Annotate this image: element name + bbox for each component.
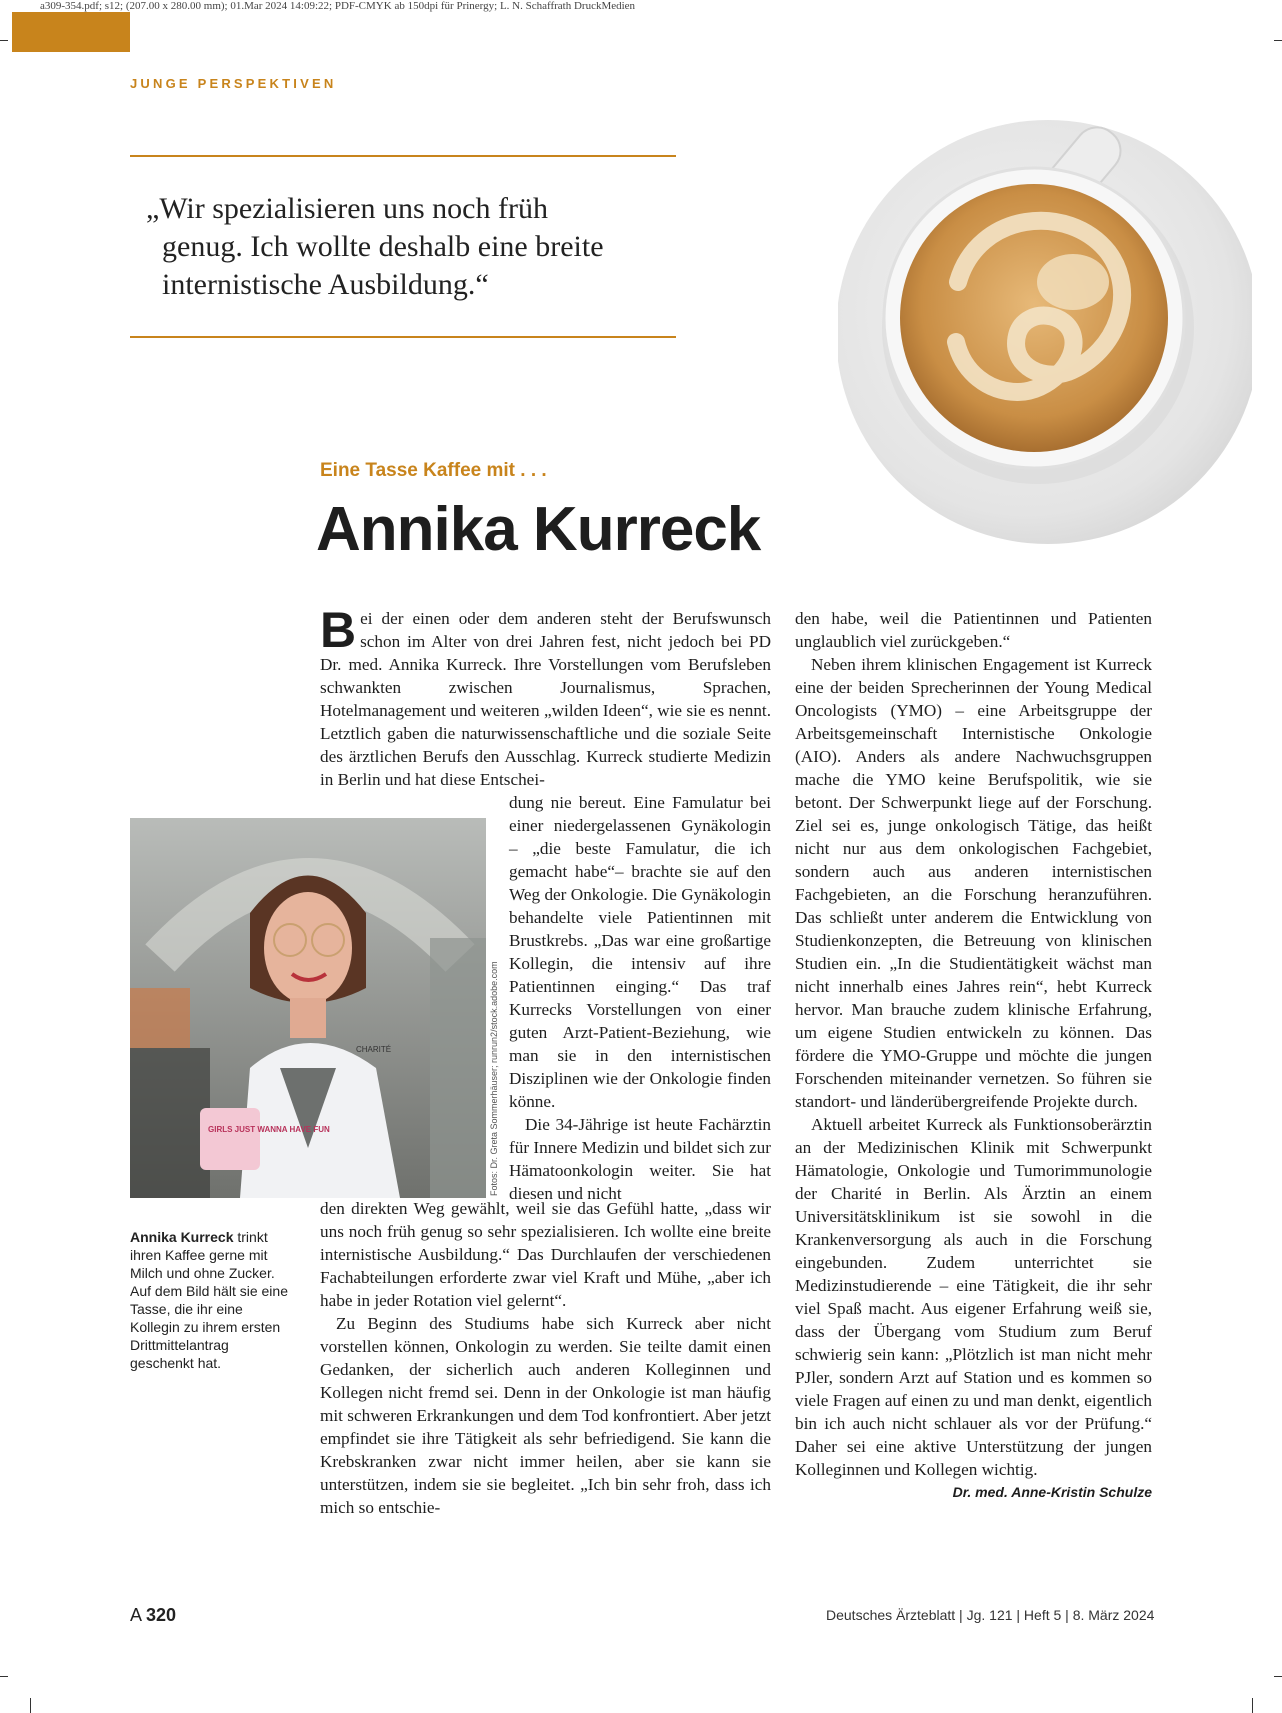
page-number: 320 bbox=[146, 1605, 177, 1625]
paragraph: Neben ihrem klinischen Engagement ist Kurreck eine der beiden Sprecherinnen der Young Medical Oncologists (YMO) – eine Arbeitsgruppe der Arbeitsgemeinschaft Internistische Onkologie (AIO). Anders als andere Nachwuchsgruppen mache die YMO keine Berufspolitik, wie sie betont. Der Schwerpunkt liege auf der Forschung. Ziel sei es, junge onkologisch Tätige, das heißt nicht nur aus dem onkologischen Fachgebiet, sondern auch aus anderen internistischen Fachgebieten, an die Forschung heranzuführen. Das schließt unter anderem die Entwicklung von Studienkonzepten, die Betreuung von klinischen Studien ein. „In die Studientätigkeit wächst man nicht innerhalb eines Jahres rein“, hebt Kurreck hervor. Man brauche zudem klinische Erfahrung, um eigene Studien entwickeln zu können. Das fördere die YMO-Gruppe und möchte die jungen Forschenden miteinander vernetzen. So führen sie standort- und länderübergreifende Projekte durch. bbox=[795, 655, 1152, 1111]
pull-quote-line: genug. Ich wollte deshalb eine breite bbox=[162, 230, 604, 263]
headline: Annika Kurreck bbox=[316, 495, 761, 564]
crop-mark bbox=[1252, 1698, 1253, 1713]
article-body-col2 bbox=[795, 607, 1152, 1504]
crop-mark bbox=[0, 1676, 8, 1677]
paragraph: ei der einen oder dem anderen steht der Berufswunsch schon im Alter von drei Jahren fest, nicht jedoch bei PD Dr. med. Annika Kurreck. Ihre Vorstellungen vom Berufsleben schwankten zwischen Journalismus, Sprachen, Hotelmanagement und weiteren „wilden Ideen“, wie sie es nennt. Letztlich gaben die naturwissenschaftliche und die soziale Seite des ärztlichen Berufs den Ausschlag. Kurreck studierte Medizin in Berlin und hat diese Entschei- bbox=[320, 609, 771, 789]
portrait-photo bbox=[130, 818, 486, 1198]
paragraph: den habe, weil die Patientinnen und Patienten unglaublich viel zurückgeben.“ bbox=[795, 609, 1152, 651]
coat-logo: CHARITÉ bbox=[356, 1045, 392, 1054]
article-body-col1-top bbox=[320, 602, 771, 791]
paragraph bbox=[795, 1113, 1152, 1500]
author-byline: Dr. med. Anne-Kristin Schulze bbox=[952, 1484, 1152, 1500]
photo-caption bbox=[130, 1228, 292, 1372]
pull-quote-line: internistische Ausbildung.“ bbox=[162, 268, 489, 301]
paragraph: Die 34-Jährige ist heute Fachärztin für Innere Medizin und bildet sich zur Hämatoonkologin weiter. Sie hat diesen und nicht bbox=[509, 1115, 771, 1203]
crop-mark bbox=[1274, 1676, 1282, 1677]
pull-quote-line: „Wir spezialisieren uns noch früh bbox=[146, 192, 548, 225]
paragraph: Zu Beginn des Studiums habe sich Kurreck aber nicht vorstellen können, Onkologin zu werden. Sie teilte damit einen Gedanken, der sicherlich auch anderen Kolleginnen und Kollegen nicht fremd sei. Denn in der Onkologie ist man häufig mit schweren Erkrankungen und dem Tod konfrontiert. Aber jetzt empfindet sie ihre Tätigkeit als sehr befriedigend. Sie kann die Krebskranken zwar nicht immer heilen, aber sie kann sie unterstützen, indem sie sie begleitet. „Ich bin sehr froh, dass ich mich so entschie- bbox=[320, 1314, 771, 1517]
paragraph: den direkten Weg gewählt, weil sie das Gefühl hatte, „dass wir uns noch früh genug so sehr spezialisieren. Ich wollte eine breite internistische Ausbildung.“ Das Durchlaufen der verschiedenen Fachabteilungen erforderte zwar viel Kraft und Mühe, „aber ich habe in jeder Rotation viel gelernt“. bbox=[320, 1199, 771, 1310]
print-info-line: a309-354.pdf; s12; (207.00 x 280.00 mm); 01.Mar 2024 14:09:22; PDF-CMYK ab 150dpi für Prinergy; L. N. Schaffrath DruckMedien bbox=[40, 0, 636, 12]
crop-mark bbox=[1274, 40, 1282, 41]
page-folio bbox=[130, 1605, 176, 1626]
section-color-tab bbox=[12, 12, 130, 52]
photo-credit: Fotos: Dr. Greta Sommerhäuser; runrun2/stock.adobe.com bbox=[489, 961, 499, 1196]
publication-info: Deutsches Ärzteblatt | Jg. 121 | Heft 5 | 8. März 2024 bbox=[826, 1607, 1155, 1623]
paragraph-text: Aktuell arbeitet Kurreck als Funktionsoberärztin an der Medizinischen Klinik mit Schwerpunkt Hämatologie, Onkologie und Tumorimmunologie der Charité in Berlin. Als Ärztin an einem Universitätsklinikum ist sie sowohl in die Krankenversorgung als auch in die Forschung eingebunden. Zudem unterrichtet sie Medizinstudierende – eine Tätigkeit, die ihr sehr viel Spaß macht. Aus eigener Erfahrung weiß sie, dass der Übergang vom Studium zum Beruf schwierig sein kann: „Plötzlich ist man nicht mehr PJler, sondern Arzt auf Station und es kommen so viele Fragen auf einen zu und man denkt, eigentlich bin ich auch nicht schlauer als vor der Prüfung.“ Daher sei eine aktive Unterstützung der jungen Kolleginnen und Kollegen wichtig. bbox=[795, 1115, 1152, 1479]
crop-mark bbox=[0, 40, 8, 41]
paragraph: dung nie bereut. Eine Famulatur bei einer niedergelassenen Gynäkologin – „die beste Famulatur, die ich gemacht habe“– brachte sie auf den Weg der Onkologie. Die Gynäkologin behandelte viele Patientinnen mit Brustkrebs. „Das war eine großartige Kollegin, die intensiv auf ihre Patientinnen einging.“ Das traf Kurrecks Vorstellungen von einer guten Arzt-Patient-Beziehung, wie man sie in den internistischen Disziplinen wie der Onkologie finden könne. bbox=[509, 793, 771, 1111]
quote-rule-top bbox=[130, 155, 676, 157]
crop-mark bbox=[30, 1698, 31, 1713]
caption-text: trinkt ihren Kaffee gerne mit Milch und ohne Zucker. Auf dem Bild hält sie eine Tasse, die ihr eine Kollegin zu ihrem ersten Drittmittelantrag geschenkt hat. bbox=[130, 1229, 288, 1371]
kicker: Eine Tasse Kaffee mit . . . bbox=[320, 460, 547, 481]
folio-prefix: A bbox=[130, 1605, 147, 1625]
coffee-cup-image bbox=[838, 92, 1252, 560]
caption-name: Annika Kurreck bbox=[130, 1229, 234, 1245]
dropcap: B bbox=[320, 602, 357, 658]
article-body-col1-bottom bbox=[320, 1197, 771, 1519]
section-label: JUNGE PERSPEKTIVEN bbox=[130, 76, 337, 91]
article-body-col1-middle bbox=[509, 791, 771, 1205]
mug-text: GIRLS JUST WANNA HAVE FUN bbox=[208, 1125, 330, 1134]
pull-quote bbox=[146, 190, 686, 304]
quote-rule-bottom bbox=[130, 336, 676, 338]
